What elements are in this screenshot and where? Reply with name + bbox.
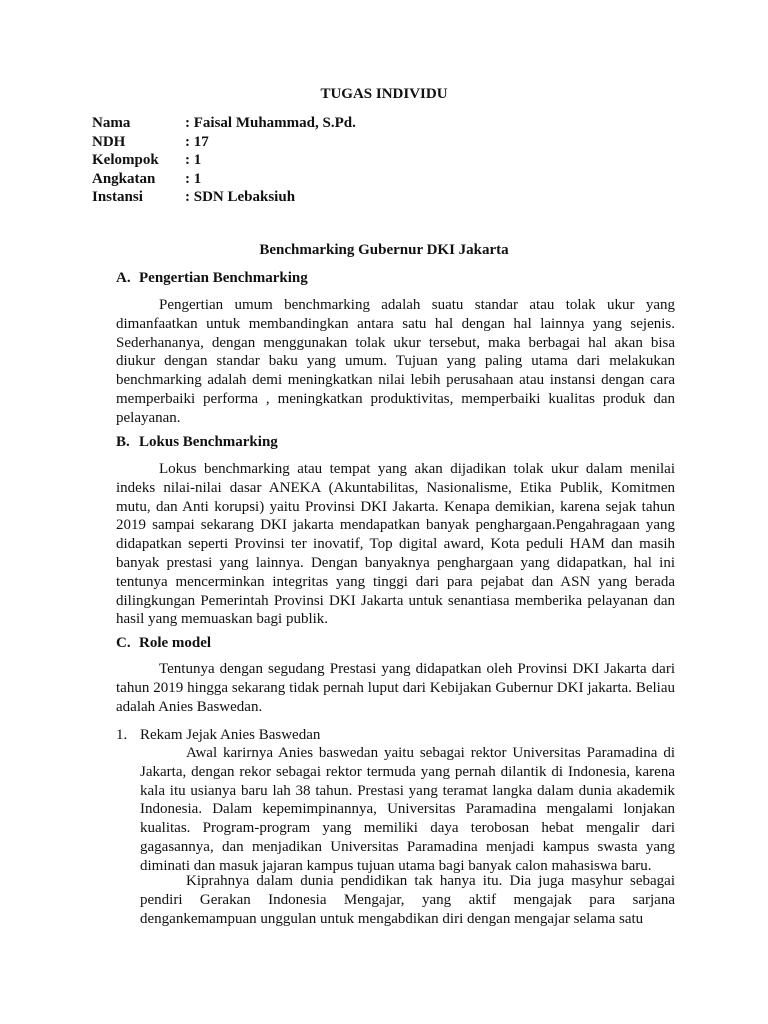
identity-value: : 1 xyxy=(185,152,202,168)
identity-value: : SDN Lebaksiuh xyxy=(185,189,296,205)
list-number: 1. xyxy=(116,727,128,743)
identity-row xyxy=(92,151,356,170)
identity-table xyxy=(92,114,356,207)
identity-row xyxy=(92,133,356,152)
section-letter: B. xyxy=(116,434,130,450)
list-heading-text: Rekam Jejak Anies Baswedan xyxy=(140,727,321,743)
identity-label: NDH xyxy=(92,133,126,150)
identity-row xyxy=(92,188,356,207)
section-letter: A. xyxy=(116,270,131,286)
identity-value: : Faisal Muhammad, S.Pd. xyxy=(185,115,356,131)
identity-label: Kelompok xyxy=(92,152,159,168)
identity-value: : 17 xyxy=(185,133,209,150)
identity-value: : 1 xyxy=(185,170,202,187)
list-item-heading xyxy=(116,727,320,744)
page-title: TUGAS INDIVIDU xyxy=(320,86,448,102)
section-a-paragraph: Pengertian umum benchmarking adalah suatu standar atau tolak ukur yang dimanfaatkan untuk membandingkan antara satu hal dengan hal lainnya yang sejenis. Sederhananya, dengan menggunakan tolak ukur tersebut, maka berbagai hal akan bisa diukur dengan standar baku yang umum. Tujuan yang paling utama dari melakukan benchmarking adalah demi meningkatkan nilai lebih perusahaan atau instansi dengan cara memperbaiki performa , meningkatkan produktivitas, memperbaiki kualitas produk dan pelayanan. xyxy=(116,297,675,426)
section-heading-text: Role model xyxy=(139,635,212,651)
list-paragraph-2: Kiprahnya dalam dunia pendidikan tak hanya itu. Dia juga masyhur sebagai pendiri Gerakan Indonesia Mengajar, yang aktif mengajak para sarjana dengankemampuan unggulan untuk mengabdikan diri dengan mengajar selama satu xyxy=(140,873,675,927)
section-heading-text: Pengertian Benchmarking xyxy=(139,270,308,286)
identity-label: Nama xyxy=(92,115,131,131)
section-heading-text: Lokus Benchmarking xyxy=(139,434,278,450)
section-heading-c xyxy=(116,635,211,652)
section-b-paragraph: Lokus benchmarking atau tempat yang akan dijadikan tolak ukur dalam menilai indeks nilai-nilai dasar ANEKA (Akuntabilitas, Nasionalisme, Etika Publik, Komitmen mutu, dan Anti korupsi) yaitu Provinsi DKI Jakarta. Kenapa demikian, karena sejak tahun 2019 sampai sekarang DKI jakarta mendapatkan banyak penghargaan.Pengahragaan yang didapatkan seperti Provinsi ter inovatif, Top digital award, Kota peduli HAM dan masih banyak prestasi yang lainnya. Dengan banyaknya penghargaan yang didapatkan, hal ini tentunya mencerminkan integritas yang tinggi dari para pejabat dan ASN yang berada dilingkungan Pemerintah Provinsi DKI Jakarta untuk senantiasa memberika pelayanan dan hasil yang memuaskan bagi publik. xyxy=(116,461,675,628)
identity-row xyxy=(92,114,356,133)
identity-label: Angkatan xyxy=(92,170,156,187)
section-letter: C. xyxy=(116,635,131,651)
section-c-paragraph: Tentunya dengan segudang Prestasi yang didapatkan oleh Provinsi DKI Jakarta dari tahun 2019 hingga sekarang tidak pernah luput dari Kebijakan Gubernur DKI jakarta. Beliau adalah Anies Baswedan. xyxy=(116,661,675,715)
identity-row xyxy=(92,170,356,189)
document-subtitle: Benchmarking Gubernur DKI Jakarta xyxy=(259,242,509,258)
section-heading-b xyxy=(116,434,278,451)
section-heading-a xyxy=(116,270,308,287)
list-paragraph-1: Awal karirnya Anies baswedan yaitu sebagai rektor Universitas Paramadina di Jakarta, dengan rekor sebagai rektor termuda yang pernah dilantik di Indonesia, karena kala itu usianya baru lah 38 tahun. Prestasi yang teramat langka dalam dunia akademik Indonesia. Dalam kepemimpinannya, Universitas Paramadina mengalami lonjakan kualitas. Program-program yang memiliki daya terobosan hebat mengalir dari gagasannya, dan menjadikan Universitas Paramadina menjadi kampus swasta yang diminati dan masuk jajaran kampus tujuan utama bagi banyak calon mahasiswa baru. xyxy=(140,745,675,874)
identity-label: Instansi xyxy=(92,189,143,205)
